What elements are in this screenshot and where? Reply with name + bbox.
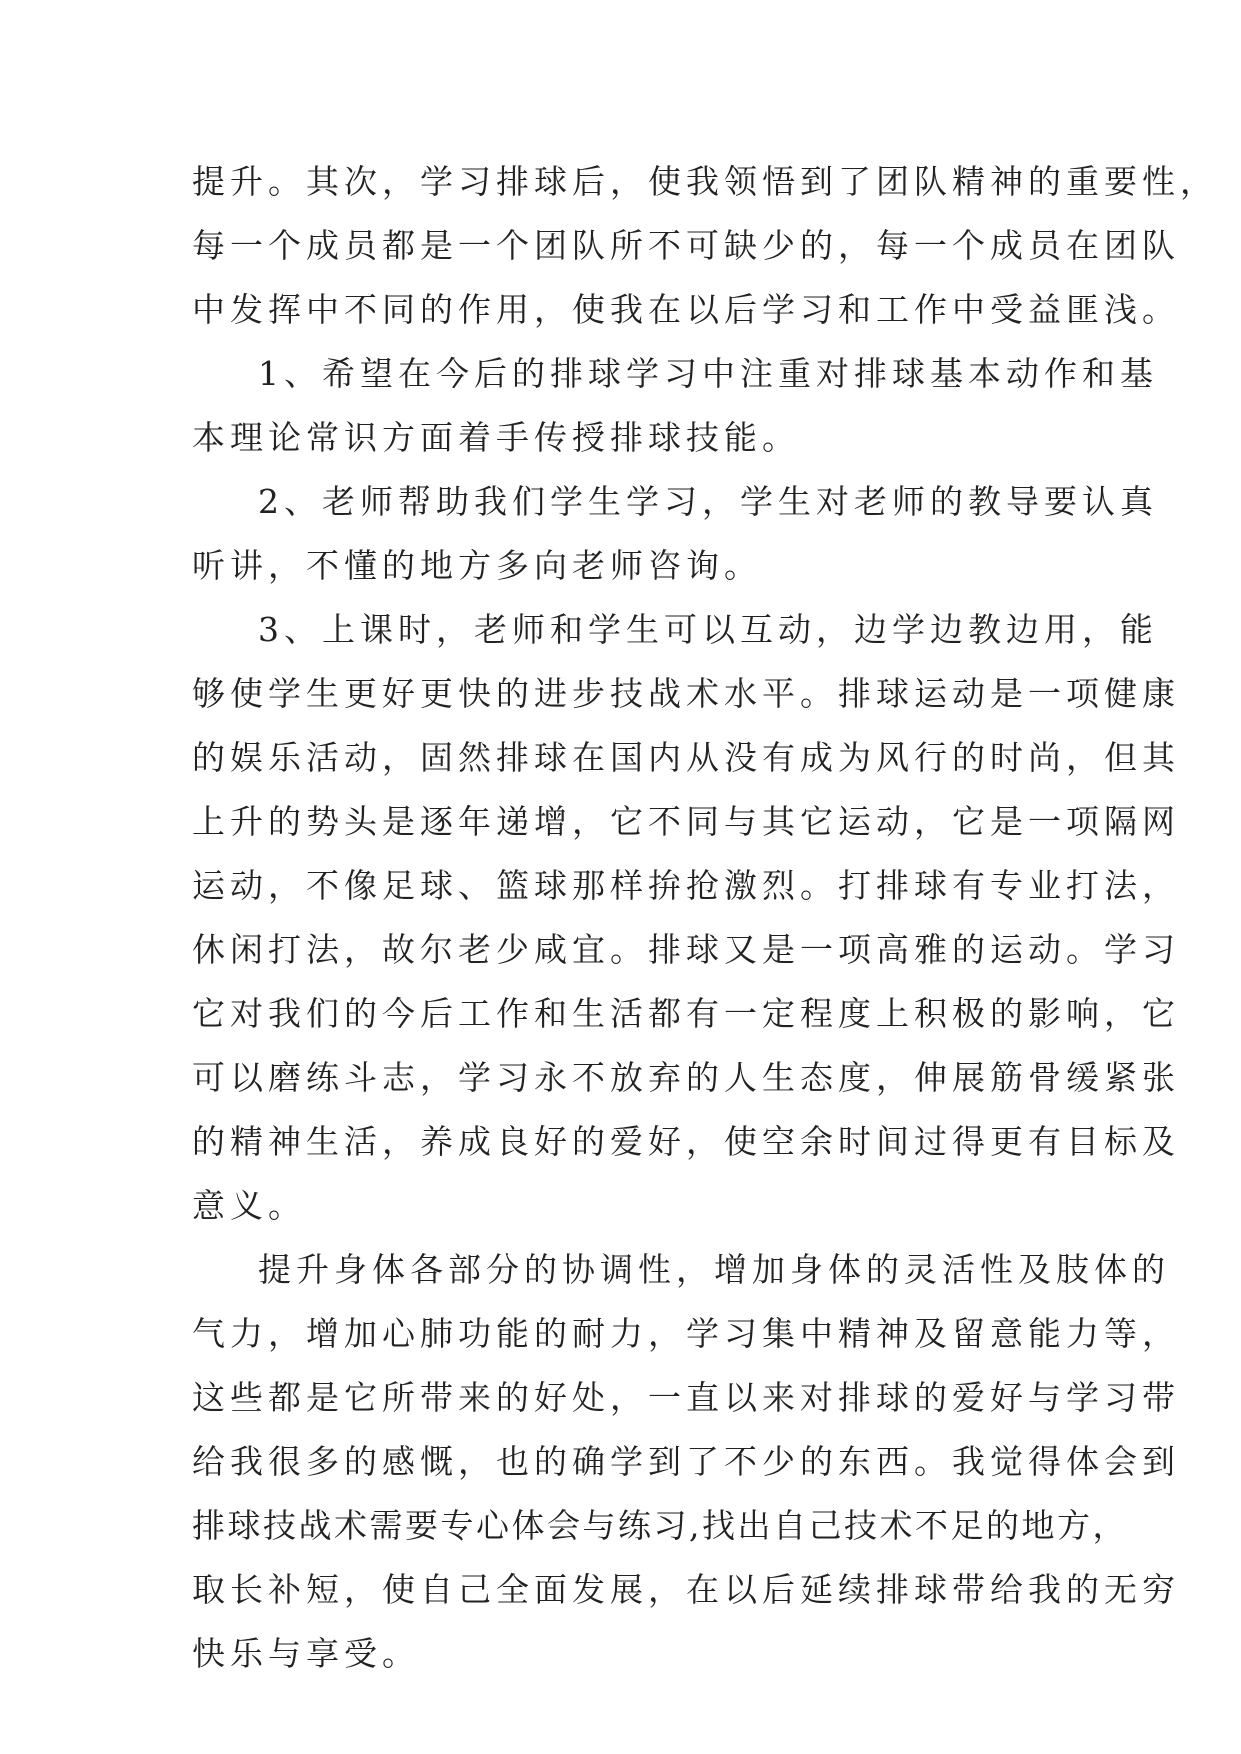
text-line: 可以磨练斗志，学习永不放弃的人生态度，伸展筋骨缓紧张 [192, 1058, 1180, 1097]
text-line: 上升的势头是逐年递增，它不同与其它运动，它是一项隔网 [192, 802, 1180, 841]
text-line: 快乐与享受。 [192, 1634, 420, 1673]
text-line: 中发挥中不同的作用，使我在以后学习和工作中受益匪浅。 [192, 290, 1180, 329]
text-line: 休闲打法，故尔老少咸宜。排球又是一项高雅的运动。学习 [192, 930, 1180, 969]
text-line: 3、上课时，老师和学生可以互动，边学边教边用，能 [258, 610, 1158, 649]
text-line: 的精神生活，养成良好的爱好，使空余时间过得更有目标及 [192, 1122, 1180, 1161]
text-line: 意义。 [192, 1186, 306, 1225]
text-line: 的娱乐活动，固然排球在国内从没有成为风行的时尚，但其 [192, 738, 1180, 777]
text-line: 每一个成员都是一个团队所不可缺少的，每一个成员在团队 [192, 226, 1180, 265]
text-line: 1、希望在今后的排球学习中注重对排球基本动作和基 [258, 354, 1158, 393]
text-line: 2、老师帮助我们学生学习，学生对老师的教导要认真 [258, 482, 1158, 521]
body-text [192, 150, 1218, 1686]
text-line: 取长补短，使自己全面发展，在以后延续排球带给我的无穷 [192, 1570, 1180, 1609]
text-line: 本理论常识方面着手传授排球技能。 [192, 418, 800, 457]
text-line: 气力，增加心肺功能的耐力，学习集中精神及留意能力等， [192, 1314, 1180, 1353]
text-line: 提升身体各部分的协调性，增加身体的灵活性及肢体的 [258, 1250, 1170, 1289]
text-line: 够使学生更好更快的进步技战术水平。排球运动是一项健康 [192, 674, 1180, 713]
text-line: 排球技战术需要专心体会与练习,找出自己技术不足的地方， [192, 1506, 1128, 1545]
text-line: 它对我们的今后工作和生活都有一定程度上积极的影响，它 [192, 994, 1180, 1033]
text-line: 提升。其次，学习排球后，使我领悟到了团队精神的重要性， [192, 162, 1218, 201]
text-line: 给我很多的感慨，也的确学到了不少的东西。我觉得体会到 [192, 1442, 1180, 1481]
text-line: 运动，不像足球、篮球那样拚抢激烈。打排球有专业打法， [192, 866, 1180, 905]
text-line: 听讲，不懂的地方多向老师咨询。 [192, 546, 762, 585]
text-line: 这些都是它所带来的好处，一直以来对排球的爱好与学习带 [192, 1378, 1180, 1417]
